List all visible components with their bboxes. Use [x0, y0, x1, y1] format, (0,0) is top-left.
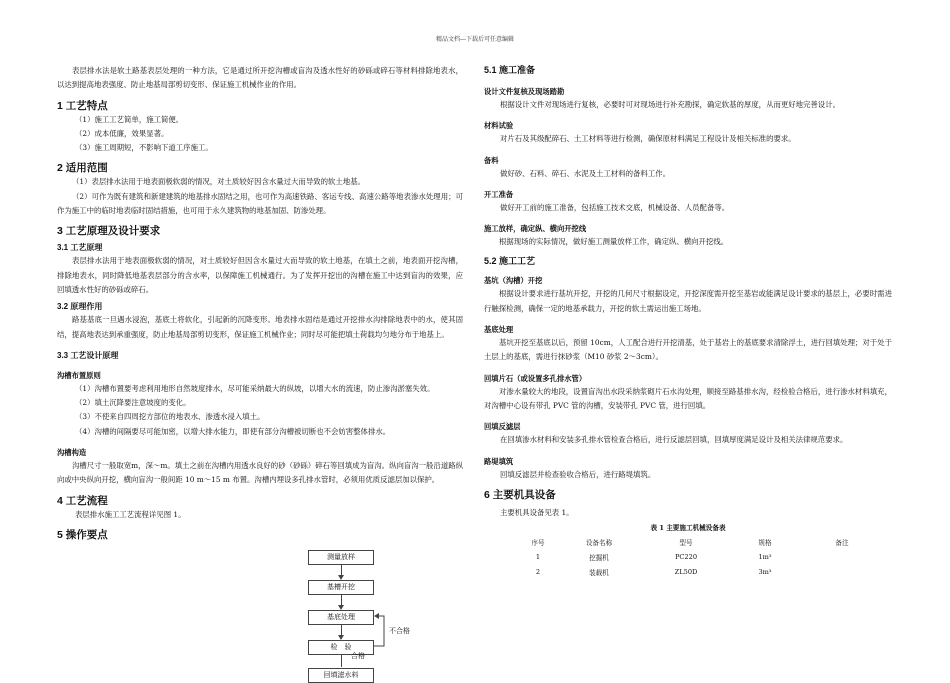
flow-arrow — [338, 575, 344, 580]
start-prep-heading: 开工准备 — [484, 189, 514, 199]
page-header-note: 精品文档---下载后可任意编辑 — [435, 36, 515, 43]
layout-item-3: （3）不使来自四周挖方部位的地表水、渗透水浸入填土。 — [75, 412, 265, 422]
section-5-2-heading: 5.2 施工工艺 — [484, 256, 536, 267]
embankment-paragraph: 回填反滤层并检查验收合格后，进行路堤填筑。 — [500, 469, 656, 479]
section-5-heading: 5 操作要点 — [57, 528, 108, 541]
flow-arrow — [338, 605, 344, 610]
table-caption: 表 1 主要施工机械设备表 — [650, 524, 726, 533]
section-4-heading: 4 工艺流程 — [57, 494, 108, 507]
backfill-stone-heading: 回填片石（或设置多孔排水管） — [484, 373, 587, 383]
flow-connector — [341, 595, 342, 607]
flow-fail-label: 不合格 — [389, 627, 410, 635]
section-1-heading: 1 工艺特点 — [57, 99, 108, 112]
table-row — [512, 564, 892, 579]
s1-item-2: （2）成本低廉，效果显著。 — [75, 128, 169, 138]
table-cell: 2 — [535, 567, 541, 576]
layout-item-1: （1）沟槽布置要考虑利用地形自然坡度排水，尽可能采纳最大的纵坡，以增大水的流速，防止渗沟淤塞失效。 — [75, 383, 435, 393]
review-paragraph: 根据设计文件对现场进行复核，必要时可对现场进行补充勘探，确定软基的厚度，从而更好地完善设计。 — [500, 100, 840, 109]
s1-item-3: （3）施工周期短，不影响下道工序施工。 — [75, 143, 213, 153]
s1-item-1: （1）施工工艺简单，施工简便。 — [75, 114, 184, 124]
flow-arrow — [338, 635, 344, 640]
flow-step-survey: 测量放样 — [308, 550, 374, 565]
stock-prep-paragraph: 做好砂、石料、碎石、水泥及土工材料的备料工作。 — [500, 168, 670, 178]
s2-paragraph-1: （1）表层排水法用于地表面极软弱的情况，对土质较好因含水量过大而导致的软土地基。 — [72, 177, 365, 187]
s2-paragraph-2: （2）可作为既有建筑和新建建筑的地基排水固结之用，也可作为高速铁路、客运专线、高速公路等地表渗水处理用；可作为施工中的临时地表临时固结措施，也可用于永久建筑物的地基加固、防渗处理。 — [57, 191, 463, 216]
table-header-cell: 规格 — [758, 538, 772, 547]
filter-layer-paragraph: 在回填渗水材料和安装多孔排水管检查合格后，进行反滤层回填，回填厚度满足设计及相关法律规范要求。 — [500, 435, 848, 445]
section-3-heading: 3 工艺原理及设计要求 — [57, 225, 161, 238]
table-cell: 挖掘机 — [589, 553, 609, 562]
survey-heading: 施工放样，确定纵、横向开挖线 — [484, 224, 587, 234]
trench-structure-paragraph: 沟槽尺寸一般取宽m，深～m。填土之前在沟槽内用透水良好的砂（砂砾）碎石等回填成为盲沟。纵向盲沟一般沿道路纵向或中央纵向开挖，横向盲沟一般间距 10 m～15 m 布置。沟槽内埋设多孔排水管时，必须用优质反滤层加以保护。 — [57, 461, 463, 485]
flow-step-base-treatment: 基底处理 — [308, 610, 374, 625]
left-column — [57, 64, 463, 542]
s6-paragraph: 主要机具设备见表 1。 — [500, 507, 574, 517]
table-cell: 装载机 — [589, 568, 609, 577]
section-5-1-heading: 5.1 施工准备 — [484, 65, 536, 75]
table-header-cell: 型号 — [679, 538, 693, 547]
s4-paragraph: 表层排水施工工艺流程详见图 1。 — [75, 509, 186, 519]
stock-prep-heading: 备料 — [484, 155, 499, 165]
review-heading: 设计文件复核及现场踏勘 — [484, 87, 565, 96]
trench-excavation-paragraph: 根据设计要求进行基坑开挖，开挖的几何尺寸根据设定，开挖深度需开挖至基岩或能满足设计要求的基层上，必要时需进行触探检测，确保一定的地基承载力，开挖的软土需运出施工场地。 — [484, 289, 892, 313]
section-2-heading: 2 适用范围 — [57, 162, 108, 175]
s31-paragraph: 表层排水法用于地表面极软弱的情况，对土质较好但因含水量过大而导致的软土地基，在填土之前，地表面开挖沟槽，排除地表水，同时降低地基表层部分的含水率，以保障施工机械通行。为了发挥开挖出的沟槽在施工中达到盲沟的效果，应回填透水性好的砂砾或碎石。 — [57, 256, 463, 294]
trench-structure-heading: 沟槽构造 — [57, 448, 87, 458]
section-3-3-heading: 3.3 工艺设计原理 — [57, 350, 119, 360]
table-cell: 3m³ — [758, 567, 772, 576]
flow-step-inspection: 检 验 — [308, 640, 374, 655]
base-treatment-heading: 基底处理 — [484, 325, 514, 335]
table-cell: ZL50D — [674, 567, 698, 576]
flow-connector — [341, 625, 342, 637]
intro-paragraph: 表层排水法是软土路基表层处理的一种方法，它是通过所开挖沟槽或盲沟及透水性好的砂砾或碎石等材料排除地表水，以达到提高地表强度、防止地基局部剪切变形、保证施工机械作业的作用。 — [57, 66, 463, 90]
table-header-cell: 序号 — [531, 538, 545, 547]
layout-item-2: （2）填土沉降要注意坡度的变化。 — [75, 398, 191, 408]
flow-connector — [341, 655, 342, 667]
table-cell: PC220 — [674, 552, 698, 561]
survey-paragraph: 根据现场的实际情况，做好施工测量放样工作，确定纵、横向开挖线。 — [499, 237, 729, 247]
backfill-stone-paragraph: 对渗水量较大的地段，设置盲沟出水段采纳浆砌片石水沟处理，顺接至路基排水沟，经检验合格后，进行渗水材料填充，对沟槽中心设有带孔 PVC 管的沟槽，安装带孔 PVC 管，进行回填。 — [484, 386, 892, 410]
right-column — [484, 64, 892, 579]
s32-paragraph: 路基基底一旦遇水浸泡，基底土将软化，引起新的沉降变形。地表排水固结是通过开挖排水沟排除地表中的水，使其固结，提高地表达到承重强度，防止地基局部剪切变形，保证施工机械作业；同时尽可能把填土荷载均匀地分布于地基上。 — [57, 315, 463, 339]
start-prep-paragraph: 做好开工前的施工准备，包括施工技术交底，机械设备、人员配备等。 — [500, 202, 730, 212]
embankment-heading: 路堤填筑 — [484, 456, 514, 466]
table-cell: 1m³ — [758, 552, 772, 561]
flow-connector — [341, 565, 342, 577]
flow-pass-label: 合格 — [351, 652, 365, 660]
base-treatment-paragraph: 基坑开挖至基底以后，预留 10cm，人工配合进行开挖清基，处于基岩上的基底要求清除浮土，进行回填处理；对于处于土层上的基底，需进行抹砂浆（M10 砂浆 2～3cm）。 — [484, 338, 892, 362]
trench-excavation-heading: 基坑（沟槽）开挖 — [484, 276, 543, 286]
table-header-cell: 设备名称 — [585, 538, 613, 547]
table-header-cell: 备注 — [835, 538, 849, 547]
material-test-paragraph: 对片石及其级配碎石、土工材料等进行检测，确保原材料满足工程设计及相关标准的要求。 — [500, 134, 796, 144]
material-test-heading: 材料试验 — [484, 121, 514, 131]
table-cell — [792, 549, 892, 564]
section-6-heading: 6 主要机具设备 — [484, 488, 556, 501]
filter-layer-heading: 回填反滤层 — [484, 422, 521, 432]
flow-step-backfill: 回填滤水料 — [308, 668, 374, 683]
table-row — [512, 549, 892, 564]
section-3-2-heading: 3.2 原理作用 — [57, 302, 103, 312]
layout-item-4: （4）沟槽的间隔要尽可能加密，以增大排水能力，即使有部分沟槽被切断也不会妨害整体排水。 — [75, 426, 391, 436]
table-cell — [792, 564, 892, 579]
equipment-table — [512, 534, 892, 579]
section-3-1-heading: 3.1 工艺原理 — [57, 243, 103, 253]
flow-step-excavation: 基槽开挖 — [308, 580, 374, 595]
layout-principle-heading: 沟槽布置原则 — [57, 370, 101, 380]
table-cell: 1 — [535, 552, 541, 561]
table-header-row — [512, 534, 892, 549]
